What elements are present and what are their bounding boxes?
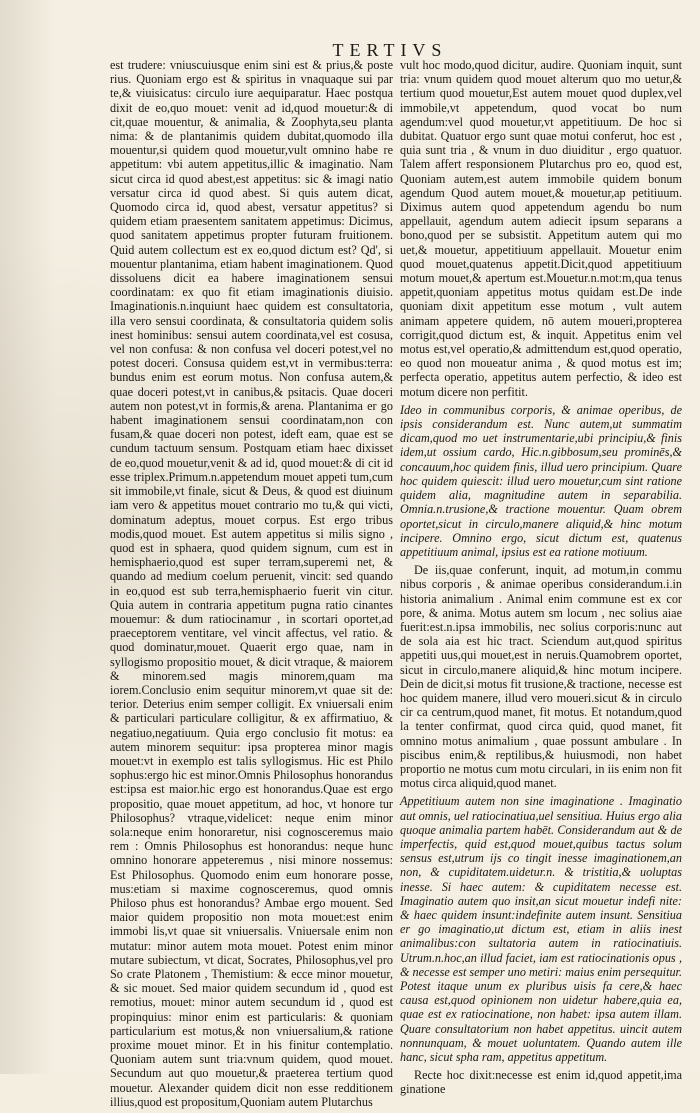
right-paragraph-3: De iis,quae conferunt, inquit, ad motum,in commu nibus corporis , & animae operibus considerandum.i.in historia animalium . Animal enim commune est ex cor pore, & anima. Motus autem sm locum , nec solius aiae fuerit:est.n.ipsa immobilis, nec solius corporis:nunc aut de sola aia est hic tract. Sciendum aut,quod spiritus appetiti uus,qui mouet,est in neruis.Quamobrem oportet, sicut in circulo,manere aliquid,& hinc motum incipere. Dein de dicit,si motus fit trusione,& tractione, necesse est hoc quidem manere, illud vero moueri.sicut & in circulo cir ca centrum,quod manet, fit motus. Et notandum,quod la tenter confirmat, quod circa quid, quod manet, fit omnino motus animalium , quae possunt ambulare . In piscibus enim,& reptilibus,& huiusmodi, non habet proportio ne motus cum motu circulari, in iis enim non fit motus circa aliquid,quod manet. (400, 563, 682, 791)
running-head: TERTIVS (332, 40, 448, 60)
right-paragraph-1: vult hoc modo,quod dicitur, audire. Quoniam inquit, sunt tria: vnum quidem quod mouet alterum quo mo uetur,& tertium quod mouetur,Est autem mouet quod duplex,vel immobile,vt appetendum, quod vocat bo num agendum:vel quod mouetur,vt appetitiuum. De hoc si dubitat. Quatuor ergo sunt quae motui conferut, hoc est , quia sunt tria , & vnum in duo diuiditur , ergo quatuor. Talem affert responsionem Plutarchus pro eo, quod est, Quoniam autem,est autem immobile quidem bonum agendum Quod autem mouet,& mouetur,ap petitiuum. Diximus autem quod appetendum agendu bo num appellauit, agendum autem adiecit ipsum separans a bono,quod per se subsistit. Appetitum autem qui mo uet,& mouetur, appetitiuum appellauit. Mouetur enim quod mouet,quatenus appetit.Dicit,quod appetitiuum motum mouet,& apertum est.Mouetur.n.mot:m,qua tenus appetit,quoniam appetitus motus quidam est.De inde quoniam dixit appetitum esse motum , vult autem animam appetere quidem, nō autem moueri,propterea corrigit,quod dictum est, & inquit. Appetitus enim vel motus est,vel operatio,& admittendum est,quod operatio, eo quod non moueatur anima , & quod motus est im; perfecta operatio, appetitus autem perfectio, & ideo est motum dicere non perfitit. (400, 58, 682, 399)
left-column (110, 58, 393, 1113)
right-paragraph-4-aristotle-text: Appetitiuum autem non sine imaginatione . Imaginatio aut omnis, uel ratiocinatiua,uel sensitiua. Huius ergo alia quoque animalia partem habēt. Considerandum aut & de imperfectis, quid est,quod mouet,quibus tactus solum sensus est,utrum ijs co tingit inesse imaginationem,an non, & cupiditatem.uidetur.n. & tristitia,& uoluptas inesse. Si haec autem: & cupiditatem necesse est. Imaginatio autem quo insit,an sicut mouetur indefi nite: & haec quidem insunt:indefinite autem insunt. Sensitiua er go imaginatio,ut dictum est, etiam in aliis inest animalibus:con sultatoria autem in ratiocinatiuis. Utrum.n.hoc,an illud faciet, iam est ratiocinationis opus , & necesse est semper uno metiri: maius enim persequitur. Potest itaque unum ex pluribus uisis fa cere,& haec causa est,quod opinionem non uidetur habere,quia ea, quae est ex ratiocinatione, non habet: ipsa autem illam. Quare consultatorium non habet appetitus. uincit autem nonnunquam, & mouet uoluntatem. Quando autem ille hanc, sicut spha ram, appetitus appetitum. (400, 794, 682, 1065)
right-column (400, 58, 682, 1101)
right-paragraph-5: Recte hoc dixit:necesse est enim id,quod appetit,ima ginatione (400, 1068, 682, 1097)
left-paragraph-1: est trudere: vniuscuiusque enim sini est & prius,& poste rius. Quoniam ergo est & spiritus in vnaquaque sui par te,& viuisicatus: circulo iure aequiparatur. Haec postqua dixit de eo,quo mouet: venit ad id,quod mouetur:& di cit,quae mouentur, & animalia, & Zoophyta,seu planta nima: & de plantanimis quidem dubitat,quomodo illa mouentur,si quidem quod mouetur,vult omnino habe re appetitum: vbi autem appetitus,illic & imaginatio. Nam sicut circa id quod abest,est appetitus: sic & imagi natio versatur circa id quod abest. Si quis autem dicat, Quomodo circa id, quod abest, versatur appetitus? si quidem etiam praesentem sanitatem appetimus: Dicimus, quod sanitatem appetimus propter futuram fruitionem. Quid autem collectum est ex eo,quod dictum est? Qd', si mouentur plantanima, etiam habent imaginationem. Quod dissoluens dicit ea habere imaginationem sensui coordinatam: ex quo fit etiam imaginationis diuisio. Imaginationis.n.inquiunt haec quidem est consultatoria, illa vero sensui coordinata, & consultatoria quidem solis inest hominibus: sensui autem coordinata,vel est cosusa, vel non confusa: & non confusa vel doceri potest,vel no potest doceri. Consusa quidem est,vt in vermibus:terra: bundus enim est eorum motus. Non confusa autem,& quae doceri potest,vt in canibus,& psitacis. Quae doceri autem non potest,vt in formis,& arena. Plantanima er go habent imaginationem sensui coordinatam,non con fusam,& quae doceri non potest, ideft eam, quae est se cundum tactuum sensum. Postquam etiam haec dixisset de eo,quod mouetur,venit & ad id, quod mouet:& di cit id esse triplex.Primum.n.appetendum mouet appeti tum,cum sit immobile,vt finale, sicut & Deus, & quod est diuinum iam vero & appetitus mouet contrario mo tu,& qui victi, dominatum adeptus, mouet corpus. Est ergo tribus modis,quod mouet. Est autem appetitus si milis signo , quod est in sphaera, quod quidem signum, cum est in hemisphaerio,quod est super terram,superemi net, & quando ad medium coelum peruenit, vincit: sed quando in eo,quod est sub terra,hemisphaerio fuerit vin citur. Quia autem in contraria appetitum pugna ratio cinantes mouemur: & dum ratiocinamur , in scortari oportet,ad praeceptorem ventitare, vel vincit affectus, vel ratio. & quod dominatur,mouet. Quaerit ergo quae, nam in syllogismo propositio mouet, & dicit vtraque, & maiorem & minorem.sed magis minorem,quam ma iorem.Conclusio enim sequitur minorem,vt quae sit de: terior. Deterius enim semper colligit. Ex vniuersali enim & particulari particulare colligitur, & ex affirmatiuo, & negatiuo,negatiuum. Quia ergo conclusio fit motus: ea autem minorem sequitur: ipsa propterea minor magis mouet:vt in exemplo est talis syllogismus. Hic est Philo sophus:ergo hic est minor.Omnis Philosophus honorandus est:ipsa est maior.hic ergo est honorandus.Quae est ergo propositio, quae mouet appetitum, ad hoc, vt honore tur Philosophus? vtraque,videlicet: neque enim minor sola:neque enim honoraretur, nisi cognosceremus maio rem : Omnis Philosophus est honorandus: neque hunc omnino honorare appeteremus , nisi minore nossemus: Est Philosophus. Quomodo enim eum honorare posse, mus:etiam si maxime cognosceremus, quod omnis Philoso phus est honorandus? Ambae ergo mouent. Sed maior quidem propositio non mota mouet:est enim immobi lis,vt quae sit vniuersalis. Vniuersale enim non mutatur: minor autem mota mouet. Potest enim minor mutare subiectum, vt dicat, Socrates, Philosophus,vel pro So crate Platonem , Themistium: & ecce minor mouetur, & sic mouet. Sed maior quidem secundum id , quod est remotius, mouet: minor autem secundum id , quod est propinquius: minor enim est particularis: & quoniam particularium est motus,& non vniuersalium,& ratione proxime mouet minor. Et in his finitur contemplatio. Quoniam autem sunt tria:vnum quidem, quod mouet. Secundum aut quo mouetur,& praeterea tertium quod mouetur. Alexander quidem dicit non esse redditionem illius,quod est propositum,Quoniam autem Plutarchus (110, 58, 393, 1109)
right-paragraph-2-aristotle-text: Ideo in communibus corporis, & animae operibus, de ipsis considerandum est. Nunc autem,ut summatim dicam,quod mo uet instrumentarie,ubi principiu,& finis idem,ut ossium cardo, Hic.n.gibbosum,seu prominēs,& concauum,hoc quidem finis, illud uero principium. Quare hoc quidem quiescit: illud uero mouetur,cum sint ratione quidem alia, magnitudine autem in separabilia. Omnia.n.trusione,& tractione mouentur. Quam obrem oportet,sicut in circulo,manere aliquid,& hinc motum incipere. Omnino ergo, sicut dictum est, quatenus appetitiuum animal, ipsius est ea ratione motiuum. (400, 402, 682, 559)
